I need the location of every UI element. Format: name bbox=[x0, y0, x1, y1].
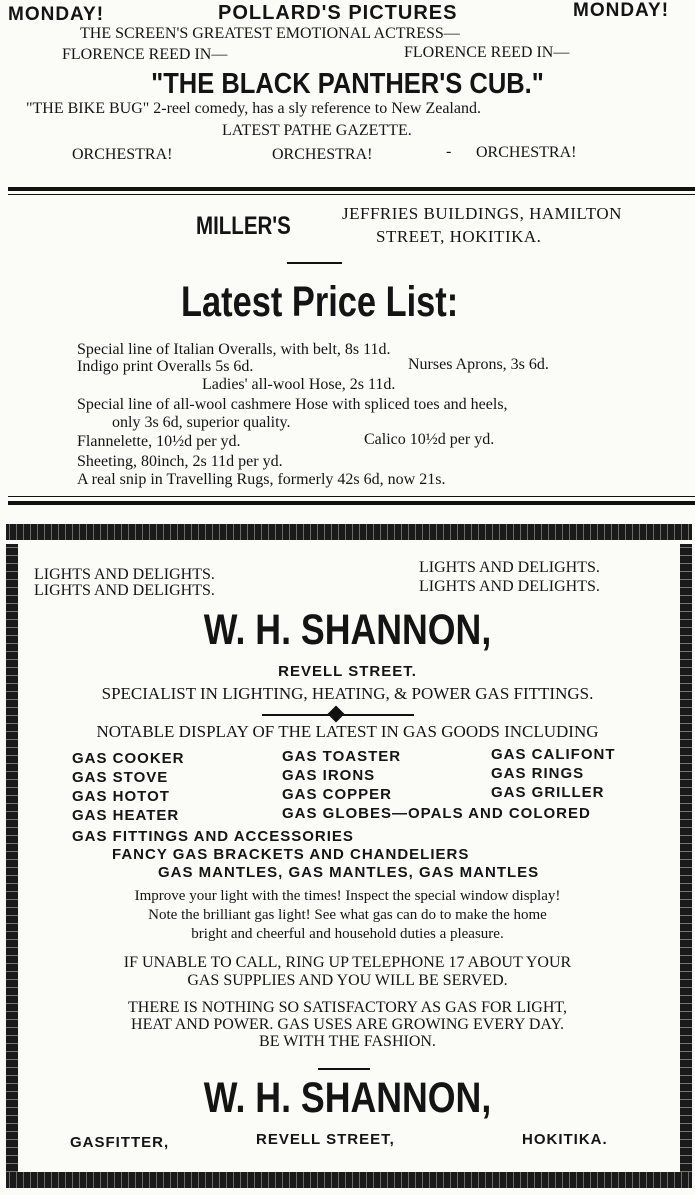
gas-good: GAS TOASTER bbox=[282, 748, 402, 765]
unable-line: IF UNABLE TO CALL, RING UP TELEPHONE 17 ABOUT YOUR bbox=[123, 954, 572, 971]
improve-line: Improve your light with the times! Inspect the special window display! bbox=[134, 888, 561, 904]
footer-name: W. H. SHANNON, bbox=[203, 1074, 492, 1122]
divider-2 bbox=[8, 501, 695, 505]
footer-town: HOKITIKA. bbox=[522, 1131, 608, 1148]
comedy-line: "THE BIKE BUG" 2-reel comedy, has a sly reference to New Zealand. bbox=[26, 100, 481, 117]
footer-gasfitter: GASFITTER, bbox=[70, 1134, 170, 1151]
nothing-line: BE WITH THE FASHION. bbox=[259, 1033, 436, 1050]
gas-good: GAS COPPER bbox=[282, 786, 393, 803]
price-item: A real snip in Travelling Rugs, formerly 42s 6d, now 21s. bbox=[77, 471, 446, 488]
diamond-ornament-icon bbox=[328, 706, 345, 723]
orchestra-2: ORCHESTRA! bbox=[272, 146, 373, 163]
brackets-line: FANCY GAS BRACKETS AND CHANDELIERS bbox=[112, 846, 470, 863]
gas-good: GAS HOTOT bbox=[72, 788, 170, 805]
store-name: MILLER'S bbox=[196, 212, 291, 240]
specialist-line: SPECIALIST IN LIGHTING, HEATING, & POWER GAS FITTINGS. bbox=[101, 684, 594, 703]
gas-good: GAS CALIFONT bbox=[491, 746, 616, 763]
border-bottom bbox=[6, 1172, 692, 1188]
day-right: MONDAY! bbox=[573, 0, 670, 21]
gas-good: GAS HEATER bbox=[72, 807, 180, 824]
divider-1 bbox=[8, 187, 695, 191]
short-rule-2 bbox=[318, 1068, 370, 1070]
shannon-name: W. H. SHANNON, bbox=[203, 606, 492, 654]
day-left: MONDAY! bbox=[8, 4, 105, 25]
notable-line: NOTABLE DISPLAY OF THE LATEST IN GAS GOODS INCLUDING bbox=[96, 722, 599, 741]
divider-2-thin bbox=[8, 496, 695, 497]
feature-title: "THE BLACK PANTHER'S CUB." bbox=[151, 68, 544, 100]
gas-globes: GAS GLOBES—OPALS AND COLORED bbox=[282, 805, 591, 822]
nothing-line: HEAT AND POWER. GAS USES ARE GROWING EVERY DAY. bbox=[131, 1016, 564, 1033]
lights-slogan: LIGHTS AND DELIGHTS. bbox=[34, 566, 215, 583]
orchestra-1: ORCHESTRA! bbox=[72, 146, 173, 163]
gas-good: GAS IRONS bbox=[282, 767, 376, 784]
star-right: FLORENCE REED IN— bbox=[404, 44, 570, 61]
gas-good: GAS RINGS bbox=[491, 765, 585, 782]
price-item: Special line of all-wool cashmere Hose with spliced toes and heels, bbox=[77, 396, 508, 413]
price-item: only 3s 6d, superior quality. bbox=[112, 414, 291, 431]
cinema-title: POLLARD'S PICTURES bbox=[218, 2, 458, 24]
border-right bbox=[680, 544, 692, 1174]
gas-good: GAS STOVE bbox=[72, 769, 169, 786]
lights-slogan: LIGHTS AND DELIGHTS. bbox=[419, 578, 600, 595]
footer-street: REVELL STREET, bbox=[256, 1131, 395, 1148]
gas-good: GAS GRILLER bbox=[491, 784, 605, 801]
border-left bbox=[6, 544, 18, 1174]
lights-slogan: LIGHTS AND DELIGHTS. bbox=[419, 559, 600, 576]
fittings-line: GAS FITTINGS AND ACCESSORIES bbox=[72, 828, 354, 845]
price-item: Nurses Aprons, 3s 6d. bbox=[408, 356, 549, 373]
orchestra-3: ORCHESTRA! bbox=[476, 144, 577, 161]
address-line2: STREET, HOKITIKA. bbox=[376, 227, 542, 246]
price-item: Indigo print Overalls 5s 6d. bbox=[77, 358, 254, 375]
tagline: THE SCREEN'S GREATEST EMOTIONAL ACTRESS— bbox=[80, 25, 460, 42]
price-item: Flannelette, 10½d per yd. bbox=[77, 433, 241, 450]
price-list-heading: Latest Price List: bbox=[181, 278, 459, 326]
orchestra-dash: - bbox=[446, 143, 452, 160]
shannon-street: REVELL STREET. bbox=[278, 663, 417, 680]
price-item: Calico 10½d per yd. bbox=[364, 431, 495, 448]
star-left: FLORENCE REED IN— bbox=[62, 46, 228, 63]
price-item: Ladies' all-wool Hose, 2s 11d. bbox=[202, 376, 396, 393]
price-item: Sheeting, 80inch, 2s 11d per yd. bbox=[77, 453, 283, 470]
lights-slogan: LIGHTS AND DELIGHTS. bbox=[34, 582, 215, 599]
gazette-line: LATEST PATHE GAZETTE. bbox=[222, 122, 412, 139]
improve-line: Note the brilliant gas light! See what gas can do to make the home bbox=[148, 907, 547, 923]
unable-line: GAS SUPPLIES AND YOU WILL BE SERVED. bbox=[187, 972, 508, 989]
improve-line: bright and cheerful and household duties a pleasure. bbox=[191, 926, 504, 942]
nothing-line: THERE IS NOTHING SO SATISFACTORY AS GAS FOR LIGHT, bbox=[127, 999, 567, 1016]
divider-1-thin bbox=[8, 194, 695, 195]
short-rule bbox=[287, 262, 342, 264]
border-top bbox=[6, 524, 692, 540]
address-line1: JEFFRIES BUILDINGS, HAMILTON bbox=[342, 204, 622, 223]
gas-good: GAS COOKER bbox=[72, 750, 185, 767]
mantles-line: GAS MANTLES, GAS MANTLES, GAS MANTLES bbox=[158, 864, 540, 881]
price-item: Special line of Italian Overalls, with belt, 8s 11d. bbox=[77, 341, 391, 358]
